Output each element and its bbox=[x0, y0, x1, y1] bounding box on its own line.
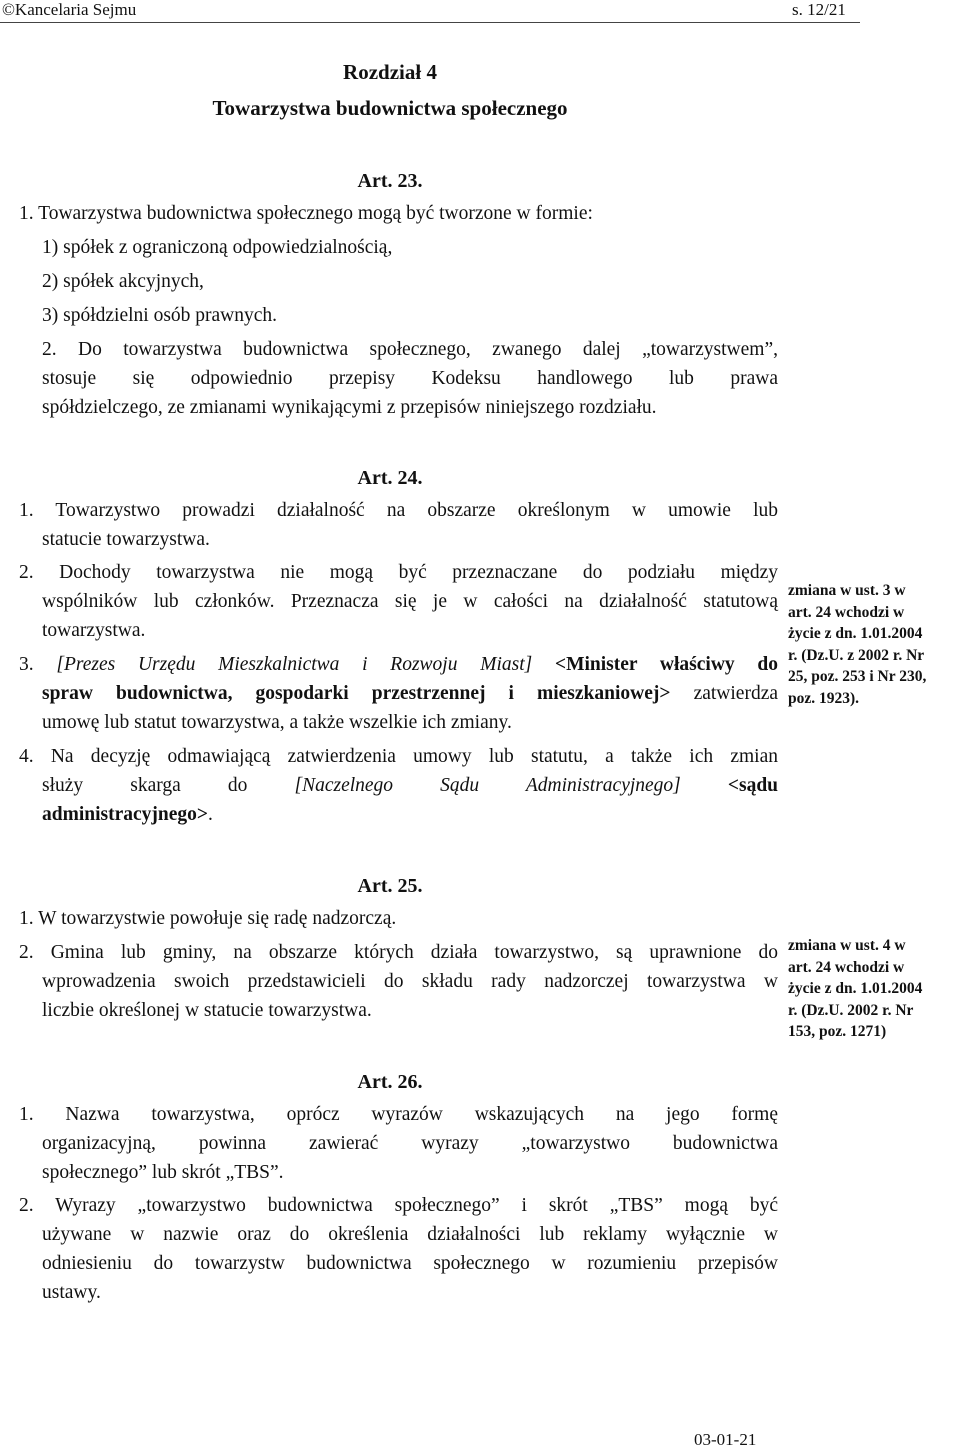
art23-paragraph-1: 1. Towarzystwa budownictwa społecznego mogą być tworzone w formie: bbox=[19, 203, 593, 224]
art25-paragraph-2-line-1: 2. Gmina lub gminy, na obszarze których działa towarzystwo, są uprawnione do bbox=[19, 942, 778, 963]
art24-paragraph-2-line-2: wspólników lub członków. Przeznacza się je w całości na działalność statutową bbox=[42, 591, 778, 612]
art23-paragraph-2-line-3: spółdzielczego, ze zmianami wynikającymi z przepisów niniejszego rozdziału. bbox=[42, 397, 657, 418]
art23-item-2: 2) spółek akcyjnych, bbox=[42, 271, 204, 292]
margin-note-art25 bbox=[788, 935, 960, 1043]
article-24-heading: Art. 24. bbox=[357, 467, 423, 489]
note-line: r. (Dz.U. z 2002 r. Nr bbox=[788, 646, 925, 664]
note-line: poz. 1923). bbox=[788, 689, 860, 707]
art23-item-3: 3) spółdzielni osób prawnych. bbox=[42, 305, 278, 326]
art24-p3-inserted-text-cont: spraw budownictwa, gospodarki przestrzennej i mieszkaniowej> bbox=[42, 683, 671, 704]
chapter-number: Rozdział 4 bbox=[343, 60, 437, 84]
art24-paragraph-4-line-3 bbox=[42, 801, 213, 829]
note-line: życie z dn. 1.01.2004 bbox=[788, 625, 923, 642]
art24-p3-inserted-text: <Minister właściwy do bbox=[554, 654, 778, 675]
header-left: ©Kancelaria Sejmu bbox=[2, 0, 137, 19]
art24-paragraph-3-line-3: umowę lub statut towarzystwa, a także wszelkie ich zmiany. bbox=[42, 712, 512, 733]
art26-paragraph-2-line-3: odniesieniu do towarzystw budownictwa społecznego w rozumieniu przepisów bbox=[42, 1253, 778, 1274]
art24-paragraph-2-line-3: towarzystwa. bbox=[42, 620, 146, 641]
margin-note-art24 bbox=[788, 580, 960, 709]
art26-paragraph-2-line-2: używane w nazwie oraz do określenia działalności lub reklamy wyłącznie w bbox=[42, 1224, 778, 1245]
art24-paragraph-3-line-2 bbox=[42, 680, 778, 708]
art24-p4-plain: służy skarga do bbox=[42, 775, 248, 796]
art24-paragraph-2-line-1: 2. Dochody towarzystwa nie mogą być przeznaczane do podziału między bbox=[19, 562, 778, 583]
chapter-title: Towarzystwa budownictwa społecznego bbox=[212, 96, 568, 120]
art26-paragraph-1-line-2: organizacyjną, powinna zawierać wyrazy „towarzystwo budownictwa bbox=[42, 1133, 778, 1154]
art26-paragraph-2-line-4: ustawy. bbox=[42, 1282, 101, 1303]
note-line: życie z dn. 1.01.2004 bbox=[788, 980, 923, 997]
note-line: zmiana w ust. 3 w bbox=[788, 582, 906, 599]
art24-p4-inserted-text-cont: administracyjnego> bbox=[42, 804, 209, 825]
note-line: art. 24 wchodzi w bbox=[788, 603, 905, 621]
note-line: 153, poz. 1271) bbox=[788, 1023, 887, 1040]
art24-p4-deleted-text: [Naczelnego Sądu Administracyjnego] bbox=[294, 775, 681, 796]
art24-paragraph-4-line-1: 4. Na decyzję odmawiającą zatwierdzenia umowy lub statutu, a także ich zmian bbox=[19, 746, 778, 767]
note-line: 25, poz. 253 i Nr 230, bbox=[788, 668, 927, 685]
art24-paragraph-4-line-2 bbox=[42, 772, 778, 800]
article-26-heading: Art. 26. bbox=[357, 1071, 423, 1093]
art26-paragraph-2-line-1: 2. Wyrazy „towarzystwo budownictwa społecznego” i skrót „TBS” mogą być bbox=[19, 1195, 778, 1216]
art24-p4-inserted-text: <sądu bbox=[727, 775, 779, 796]
art24-paragraph-3-line-1 bbox=[19, 651, 778, 679]
footer-date: 03-01-21 bbox=[694, 1430, 757, 1449]
header-page-number: s. 12/21 bbox=[792, 0, 846, 19]
article-25-heading: Art. 25. bbox=[357, 875, 423, 897]
art24-p3-deleted-text: [Prezes Urzędu Mieszkalnictwa i Rozwoju Miast] bbox=[56, 654, 533, 675]
note-line: art. 24 wchodzi w bbox=[788, 958, 905, 976]
art24-p4-period: . bbox=[208, 804, 213, 825]
art25-paragraph-1: 1. W towarzystwie powołuje się radę nadzorczą. bbox=[19, 908, 397, 929]
art23-paragraph-2-line-2: stosuje się odpowiednio przepisy Kodeksu handlowego lub prawa bbox=[42, 368, 778, 389]
art24-p3-number: 3. bbox=[19, 654, 34, 675]
note-line: r. (Dz.U. 2002 r. Nr bbox=[788, 1001, 914, 1019]
header-divider bbox=[0, 22, 860, 23]
art25-paragraph-2-line-2: wprowadzenia swoich przedstawicieli do składu rady nadzorczej towarzystwa w bbox=[42, 971, 778, 992]
art26-paragraph-1-line-3: społecznego” lub skrót „TBS”. bbox=[42, 1162, 284, 1183]
art23-paragraph-2-line-1: 2. Do towarzystwa budownictwa społecznego, zwanego dalej „towarzystwem”, bbox=[42, 339, 778, 360]
art24-p3-rest: zatwierdza bbox=[693, 683, 779, 704]
art25-paragraph-2-line-3: liczbie określonej w statucie towarzystwa. bbox=[42, 1000, 372, 1021]
note-line: zmiana w ust. 4 w bbox=[788, 937, 906, 954]
art24-paragraph-1-line-2: statucie towarzystwa. bbox=[42, 529, 210, 550]
art23-item-1: 1) spółek z ograniczoną odpowiedzialnością, bbox=[42, 237, 393, 258]
article-23-heading: Art. 23. bbox=[357, 170, 423, 192]
art26-paragraph-1-line-1: 1. Nazwa towarzystwa, oprócz wyrazów wskazujących na jego formę bbox=[19, 1104, 778, 1125]
art24-paragraph-1-line-1: 1. Towarzystwo prowadzi działalność na obszarze określonym w umowie lub bbox=[19, 500, 778, 521]
